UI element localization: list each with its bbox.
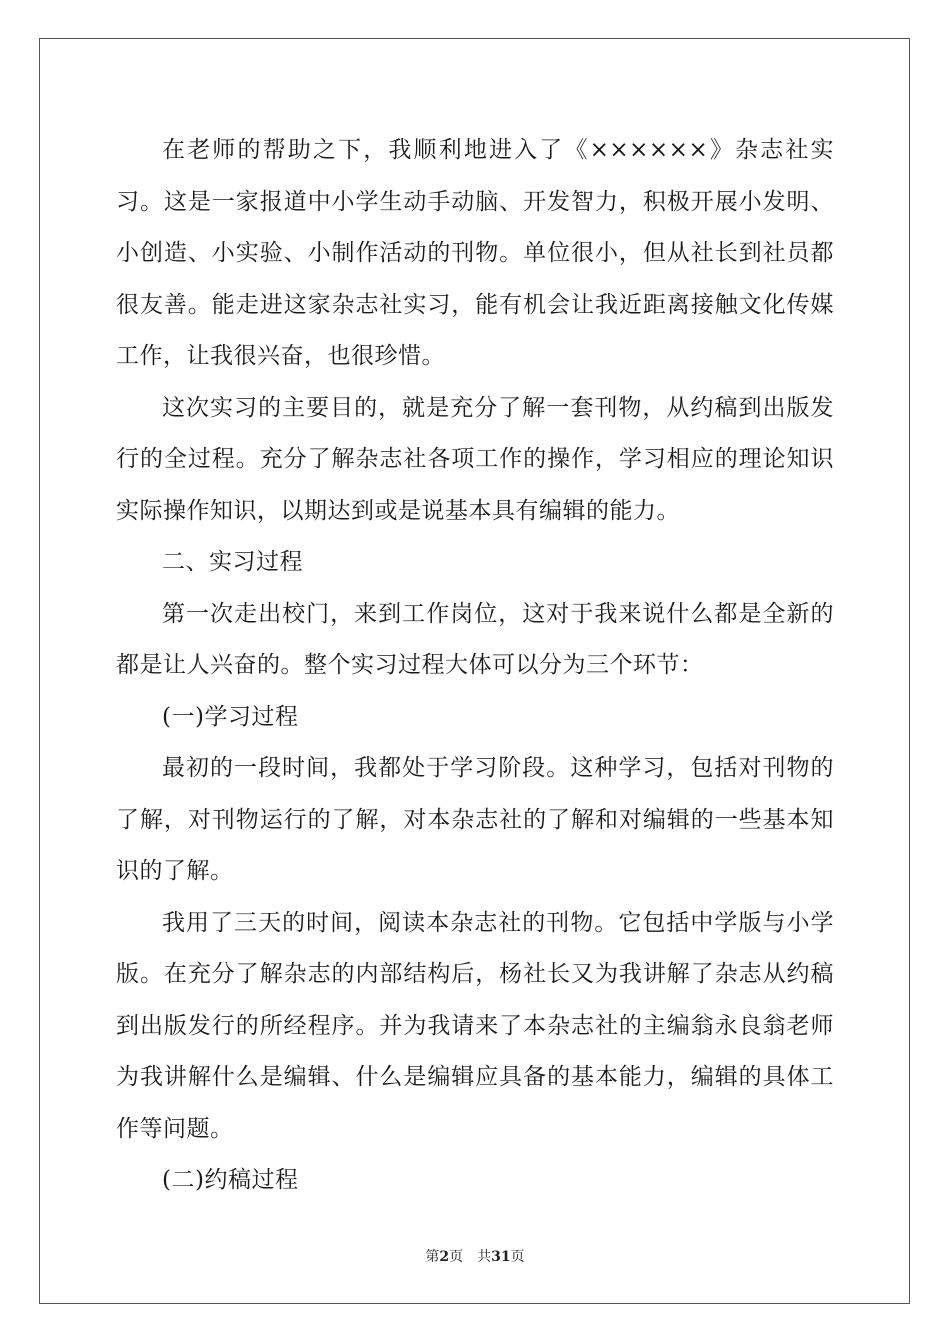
heading-learning-process: (一)学习过程 bbox=[162, 703, 299, 730]
paragraph-internship-intro: 在老师的帮助之下，我顺利地进入了《××××××》杂志社实习。这是一家报道中小学生动手动脑、开发智力，积极开展小发明、小创造、小实验、小制作活动的刊物。单位很小，但从社长到社员都很友善。能走进这家杂志社实习，能有机会让我近距离接触文化传媒工作，让我很兴奋，也很珍惜。 bbox=[116, 137, 834, 369]
page-footer bbox=[0, 1248, 950, 1266]
heading-manuscript-process: (二)约稿过程 bbox=[162, 1167, 299, 1193]
page-total: 共31页 bbox=[477, 1249, 525, 1265]
paragraph-first-job: 第一次走出校门，来到工作岗位，这对于我来说什么都是全新的都是让人兴奋的。整个实习过程大体可以分为三个环节： bbox=[116, 600, 834, 678]
heading-internship-process: 二、实习过程 bbox=[162, 549, 303, 575]
paragraph-learning-stage: 最初的一段时间，我都处于学习阶段。这种学习，包括对刊物的了解，对刊物运行的了解，对本杂志社的了解和对编辑的一些基本知识的了解。 bbox=[116, 755, 834, 884]
page-number: 第2页 bbox=[425, 1249, 464, 1265]
paragraph-reading-publications: 我用了三天的时间，阅读本杂志社的刊物。它包括中学版与小学版。在充分了解杂志的内部结构后，杨社长又为我讲解了杂志从约稿到出版发行的所经程序。并为我请来了本杂志社的主编翁永良翁老师为我讲解什么是编辑、什么是编辑应具备的基本能力，编辑的具体工作等问题。 bbox=[116, 909, 834, 1142]
paragraph-internship-purpose: 这次实习的主要目的，就是充分了解一套刊物，从约稿到出版发行的全过程。充分了解杂志社各项工作的操作，学习相应的理论知识实际操作知识，以期达到或是说基本具有编辑的能力。 bbox=[116, 394, 834, 524]
document-body bbox=[116, 125, 834, 1207]
